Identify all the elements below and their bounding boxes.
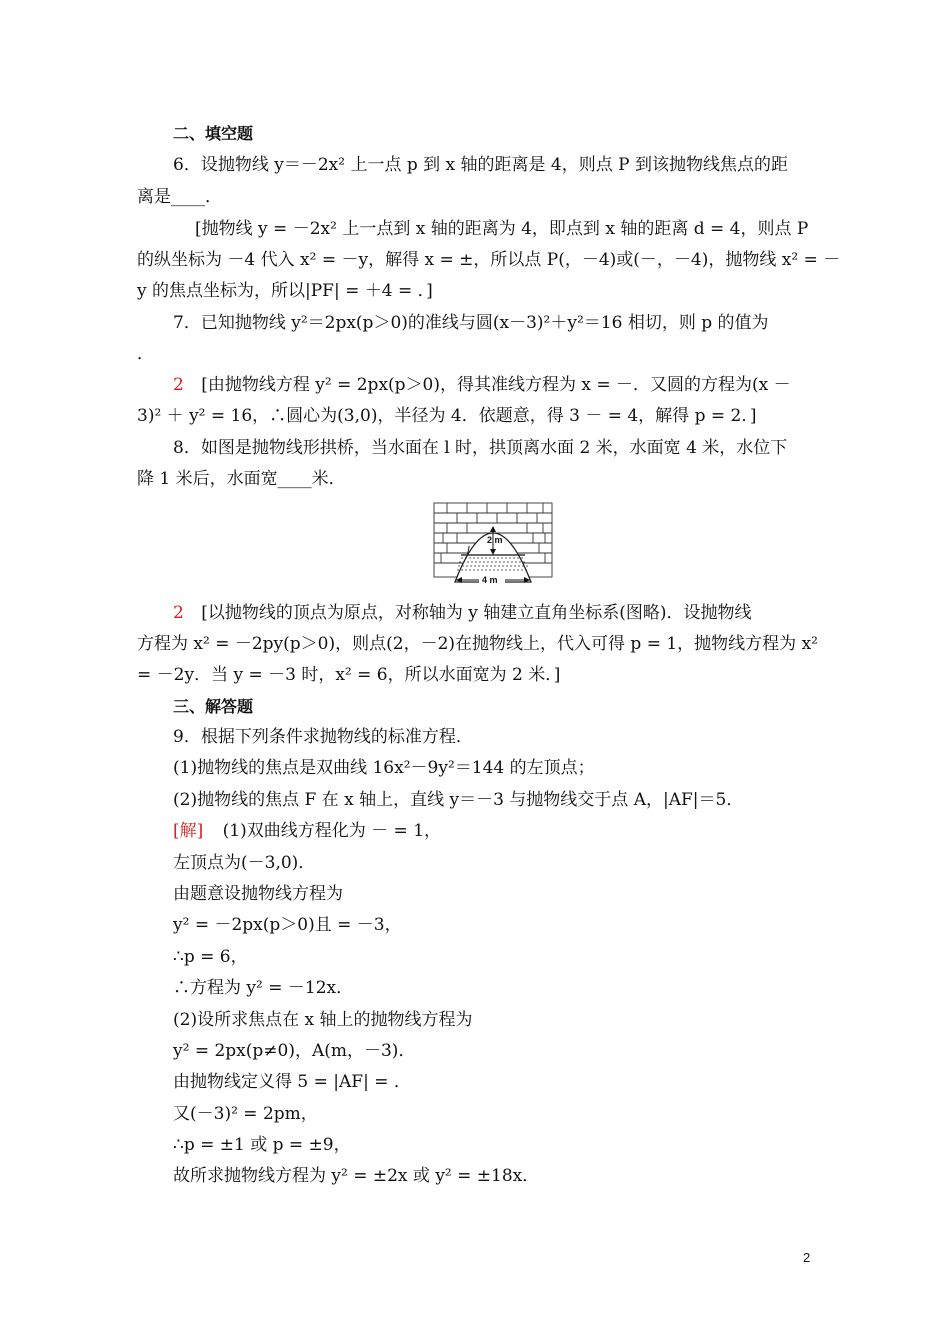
- solution-line: ∴方程为 y² = －12x．: [173, 978, 354, 998]
- q7-answer-value: 2: [173, 375, 184, 395]
- arch-bridge-figure: [433, 502, 553, 586]
- solution-line: 由题意设抛物线方程为: [173, 884, 343, 904]
- q9-title: 9．根据下列条件求抛物线的标准方程．: [173, 727, 473, 747]
- q9-part1: (1)抛物线的焦点是双曲线 16x²－9y²＝144 的左顶点；: [173, 758, 595, 778]
- water-level-label: l: [467, 545, 470, 557]
- q6-answer-line2: 的纵坐标为 －4 代入 x² = －y，解得 x = ±，所以点 P(，－4)或(－，－4)，抛物线 x² = －: [137, 250, 841, 270]
- q7-answer-line2: 3)² ＋ y² = 16，∴圆心为(3,0)，半径为 4．依题意，得 3 － = 4，解得 p = 2．]: [137, 406, 757, 426]
- q6-answer-line1: [抛物线 y = －2x² 上一点到 x 轴的距离为 4，即点到 x 轴的距离 d = 4，则点 P: [195, 219, 809, 239]
- solution-line: y² = －2px(p＞0)且 = －3，: [173, 915, 402, 935]
- q8-stem-line2: 降 1 米后，水面宽____米．: [137, 469, 346, 489]
- q7-stem-line2: ．: [137, 344, 154, 364]
- q7-answer-line1: [由抛物线方程 y² = 2px(p＞0)，得其准线方程为 x = －．又圆的方程为(x －: [201, 375, 791, 395]
- page-number: 2: [803, 1250, 811, 1265]
- solution-line: (2)设所求焦点在 x 轴上的抛物线方程为: [173, 1010, 473, 1030]
- solution-line: 左顶点为(－3,0)．: [173, 853, 316, 873]
- q8-stem-line1: 8．如图是抛物线形拱桥，当水面在 l 时，拱顶离水面 2 米，水面宽 4 米，水位下: [173, 438, 788, 458]
- solution-line: 故所求抛物线方程为 y² = ±2x 或 y² = ±18x．: [173, 1166, 540, 1186]
- q6-stem-line2: 离是____．: [137, 187, 222, 207]
- q6-answer-line3: y 的焦点坐标为，所以|PF| = ＋4 = ．]: [137, 281, 433, 301]
- q7-answer-block: [173, 373, 791, 397]
- solution-tag: [解]: [173, 821, 204, 841]
- q8-answer-line3: = －2y．当 y = －3 时，x² = 6，所以水面宽为 2 米．]: [137, 665, 561, 685]
- q7-stem-line1: 7．已知抛物线 y²＝2px(p＞0)的准线与圆(x－3)²＋y²＝16 相切，则 p 的值为: [173, 313, 769, 333]
- q9-part2: (2)抛物线的焦点 F 在 x 轴上，直线 y＝－3 与抛物线交于点 A，|AF|＝5．: [173, 790, 744, 810]
- solution-line: (1)双曲线方程化为 － = 1，: [222, 821, 442, 841]
- q8-answer-line2: 方程为 x² = －2py(p＞0)，则点(2，－2)在抛物线上，代入可得 p = 1，抛物线方程为 x²: [137, 634, 818, 654]
- q8-answer-value: 2: [173, 603, 184, 623]
- solution-line: ∴p = 6，: [173, 947, 248, 967]
- solution-line: 又(－3)² = 2pm，: [173, 1104, 318, 1124]
- q8-answer-block: [173, 601, 752, 625]
- height-label: 2 m: [487, 535, 503, 545]
- solution-line: 由抛物线定义得 5 = |AF| = ．: [173, 1072, 411, 1092]
- solution-line: y² = 2px(p≠0)，A(m，－3)．: [173, 1041, 416, 1061]
- width-label: 4 m: [482, 575, 498, 585]
- section-heading-fill-in: 二、填空题: [173, 124, 254, 143]
- section-heading-solutions: 三、解答题: [173, 697, 254, 716]
- q9-solution-first: [173, 819, 441, 843]
- q6-stem-line1: 6．设抛物线 y＝－2x² 上一点 p 到 x 轴的距离是 4，则点 P 到该抛物线焦点的距: [173, 155, 788, 175]
- solution-line: ∴p = ±1 或 p = ±9，: [173, 1135, 351, 1155]
- q8-answer-line1: [以抛物线的顶点为原点，对称轴为 y 轴建立直角坐标系(图略)．设抛物线: [201, 603, 752, 623]
